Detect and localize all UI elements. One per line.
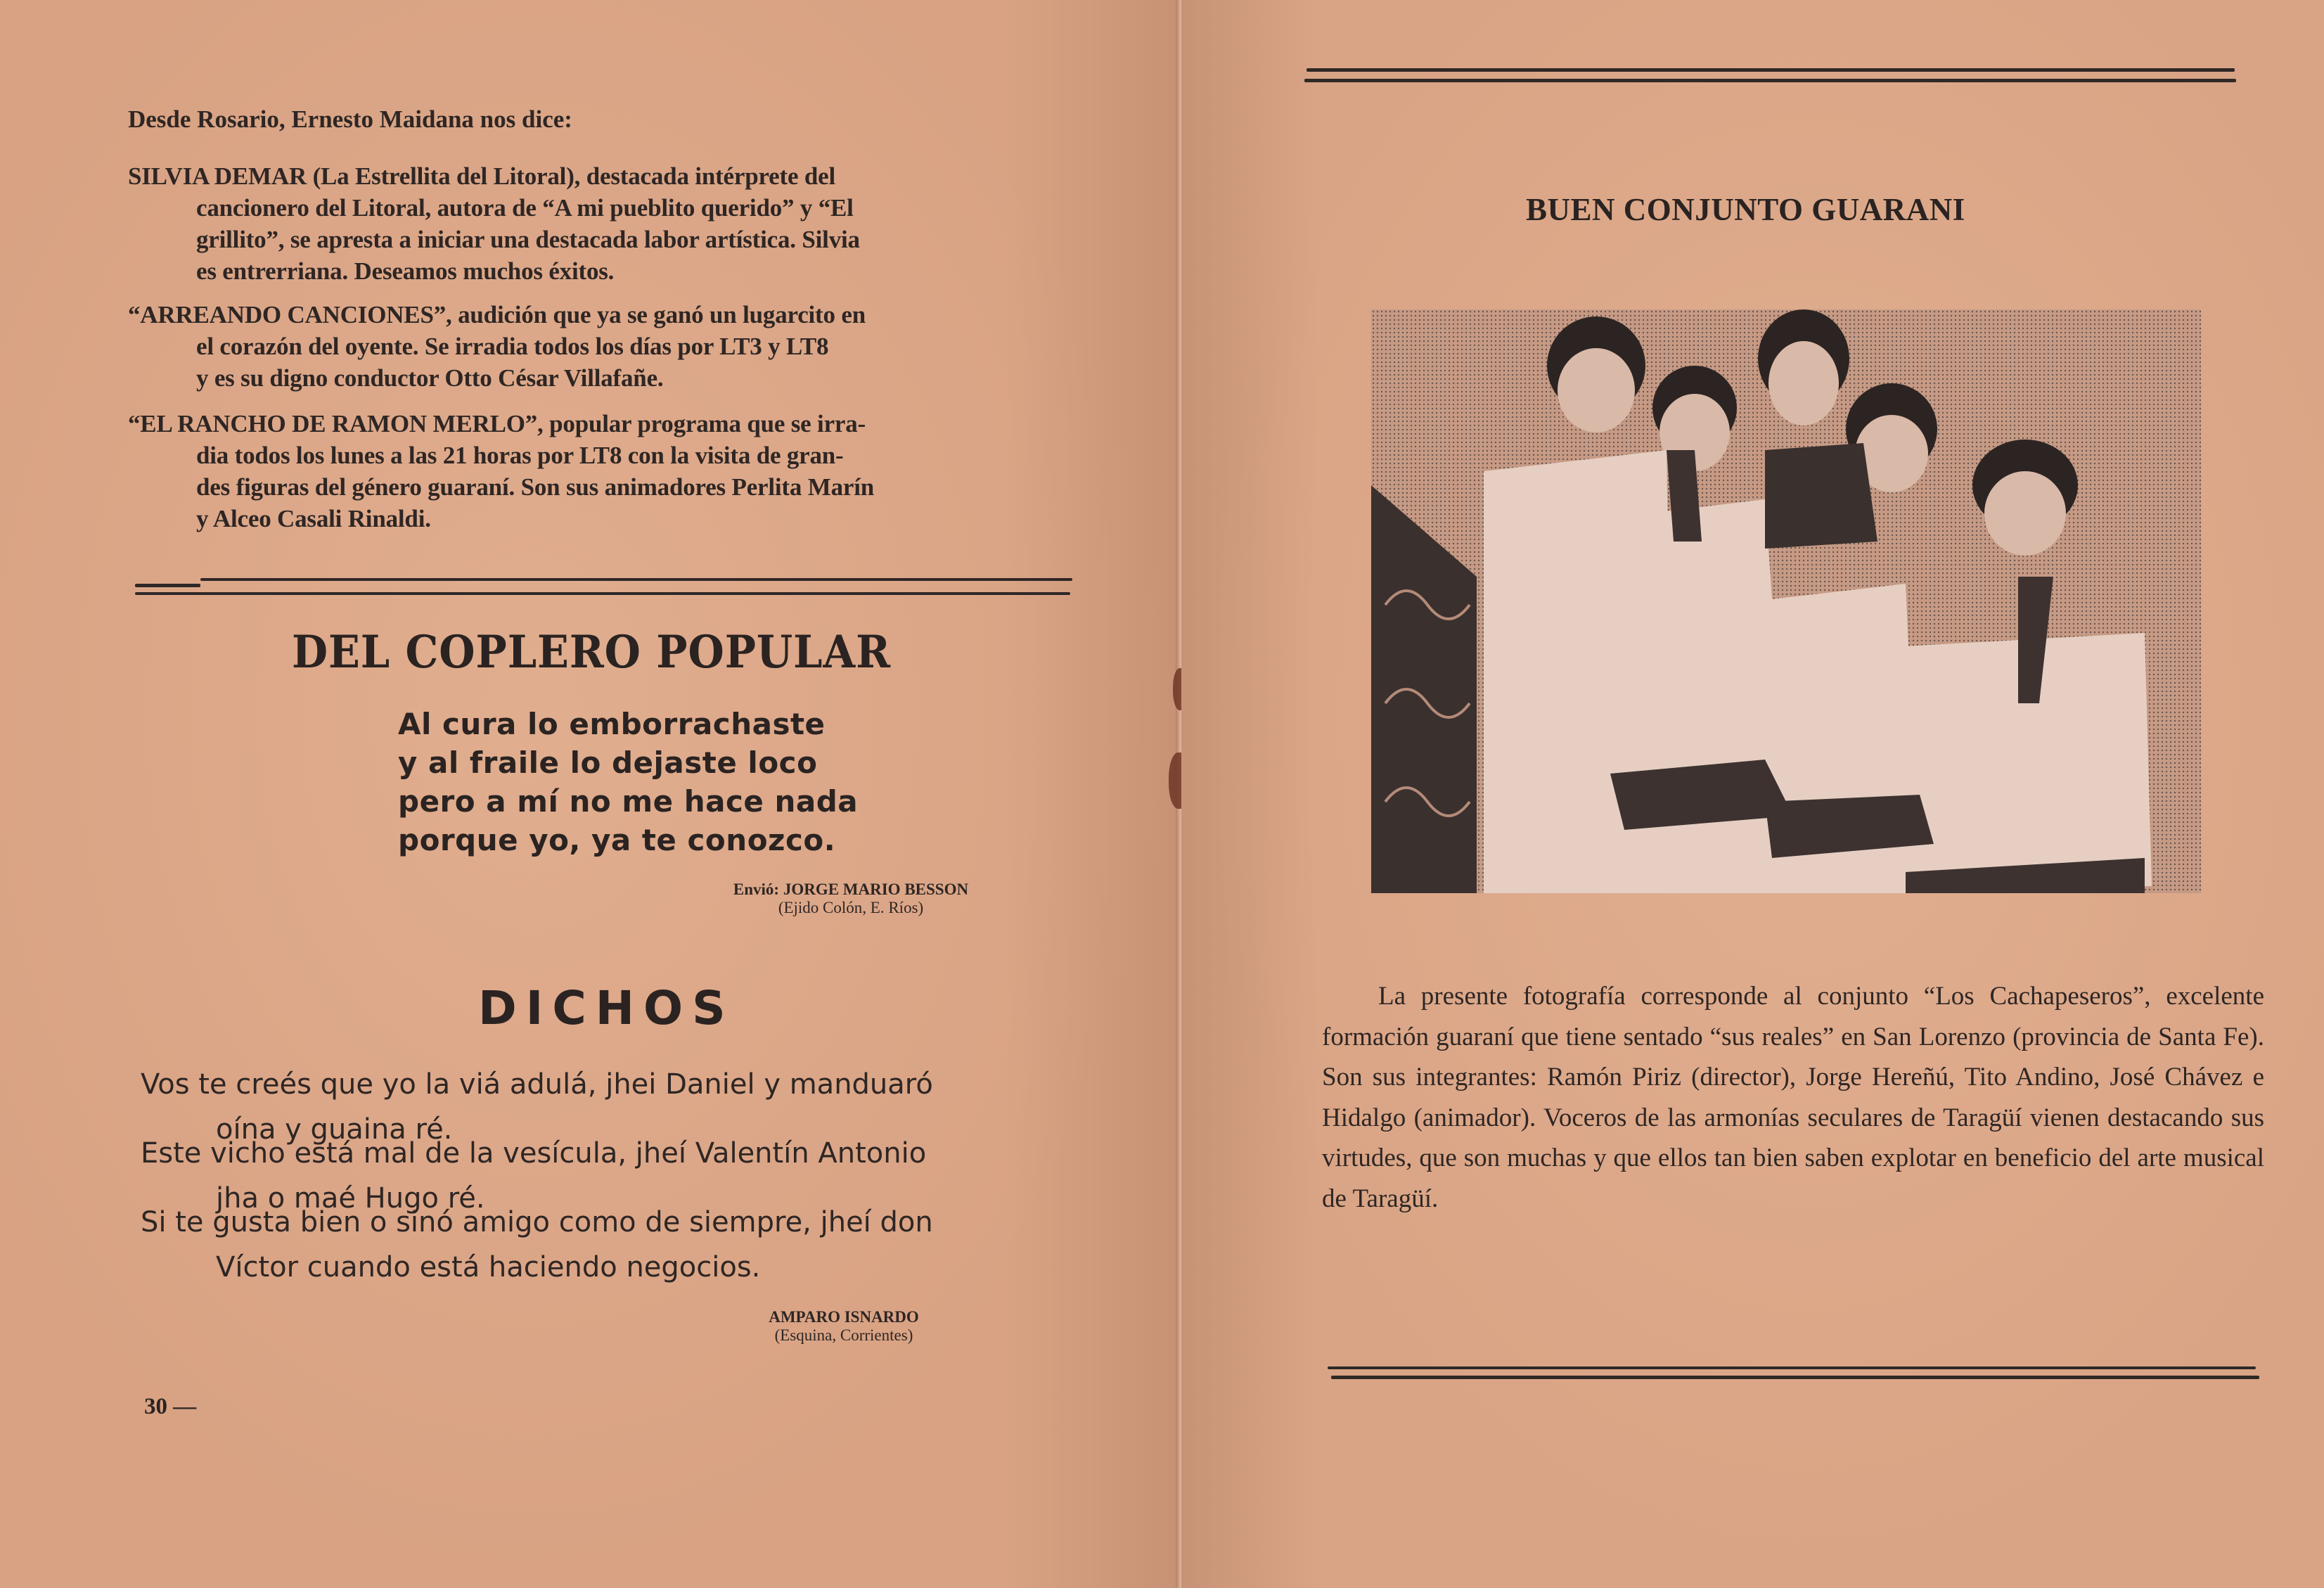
credit-name: Envió: JORGE MARIO BESSON: [733, 881, 969, 898]
intro-line: Desde Rosario, Ernesto Maidana nos dice:: [128, 105, 572, 133]
paragraph-line: y es su digno conductor Otto César Villafañe.: [196, 364, 664, 392]
saying-line: Este vicho está mal de la vesícula, jheí Valentín Antonio: [141, 1137, 927, 1170]
news-paragraph-rancho-ramon-merlo: [128, 408, 1070, 534]
divider-rule: [1304, 79, 2236, 82]
saying-line: Si te gusta bien o sinó amigo como de siempre, jheí don: [141, 1206, 933, 1238]
group-photo: [1371, 309, 2201, 893]
credit-place: (Esquina, Corrientes): [774, 1326, 913, 1344]
credit-name: AMPARO ISNARDO: [769, 1308, 919, 1326]
section-title-coplero-popular: DEL COPLERO POPULAR: [292, 626, 891, 679]
section-title-buen-conjunto: BUEN CONJUNTO GUARANI: [1526, 192, 1965, 227]
divider-rule: [135, 592, 1070, 595]
credit-place: (Ejido Colón, E. Ríos): [778, 899, 924, 916]
paragraph-line: grillito”, se apresta a iniciar una destacada labor artística. Silvia: [196, 226, 860, 253]
page-number: 30 —: [144, 1394, 197, 1419]
news-paragraph-silvia-demar: [128, 160, 1070, 287]
verse-line: Al cura lo emborrachaste: [398, 707, 826, 741]
photo-caption: [1322, 976, 2264, 1219]
saying-line: Víctor cuando está haciendo negocios.: [216, 1251, 761, 1283]
saying-line: jha o maé Hugo ré.: [216, 1182, 485, 1215]
divider-rule: [1328, 1366, 2256, 1369]
verse-line: porque yo, ya te conozco.: [398, 823, 836, 857]
verse-line: y al fraile lo dejaste loco: [398, 745, 818, 780]
dichos-credit: [703, 1308, 984, 1345]
section-title-dichos: DICHOS: [478, 981, 735, 1035]
coplero-credit: [696, 881, 1006, 917]
paragraph-line: es entrerriana. Deseamos muchos éxitos.: [196, 257, 615, 285]
paragraph-line: dia todos los lunes a las 21 horas por LT8 con la visita de gran-: [196, 442, 844, 469]
divider-rule: [135, 584, 200, 587]
saying-item: [141, 1200, 1125, 1290]
divider-rule: [1307, 68, 2235, 72]
paragraph-line: des figuras del género guaraní. Son sus animadores Perlita Marín: [196, 473, 874, 501]
paragraph-line: “ARREANDO CANCIONES”, audición que ya se ganó un lugarcito en: [128, 301, 866, 328]
news-paragraph-arreando-canciones: [128, 299, 1070, 394]
paragraph-line: “EL RANCHO DE RAMON MERLO”, popular programa que se irra-: [128, 410, 866, 437]
caption-text: La presente fotografía corresponde al conjunto “Los Cachapeseros”, excelente formación guaraní que tiene sentado “sus reales” en San Lorenzo (provincia de Santa Fe). Son sus integrantes: Ramón Piriz (director), Jorge Hereñú, Tito Andino, José Chávez e Hidalgo (animador). Voceros de las armonías seculares de Taragüí vienen destacando sus virtudes, que son muchas y que ellos tan bien saben explotar en beneficio del arte musical de Taragüí.: [1322, 982, 2264, 1213]
verse-line: pero a mí no me hace nada: [398, 784, 859, 819]
saying-line: oína y guaina ré.: [216, 1113, 453, 1146]
paragraph-line: el corazón del oyente. Se irradia todos los días por LT3 y LT8: [196, 333, 829, 360]
saying-line: Vos te creés que yo la viá adulá, jhei Daniel y manduaró: [141, 1068, 933, 1101]
paragraph-line: cancionero del Litoral, autora de “A mi pueblito querido” y “El: [196, 194, 854, 222]
divider-rule: [200, 578, 1072, 581]
divider-rule: [1331, 1376, 2259, 1379]
paragraph-line: SILVIA DEMAR (La Estrellita del Litoral), destacada intérprete del: [128, 162, 835, 190]
group-photo-icon: [1371, 309, 2201, 893]
paragraph-line: y Alceo Casali Rinaldi.: [196, 505, 431, 532]
